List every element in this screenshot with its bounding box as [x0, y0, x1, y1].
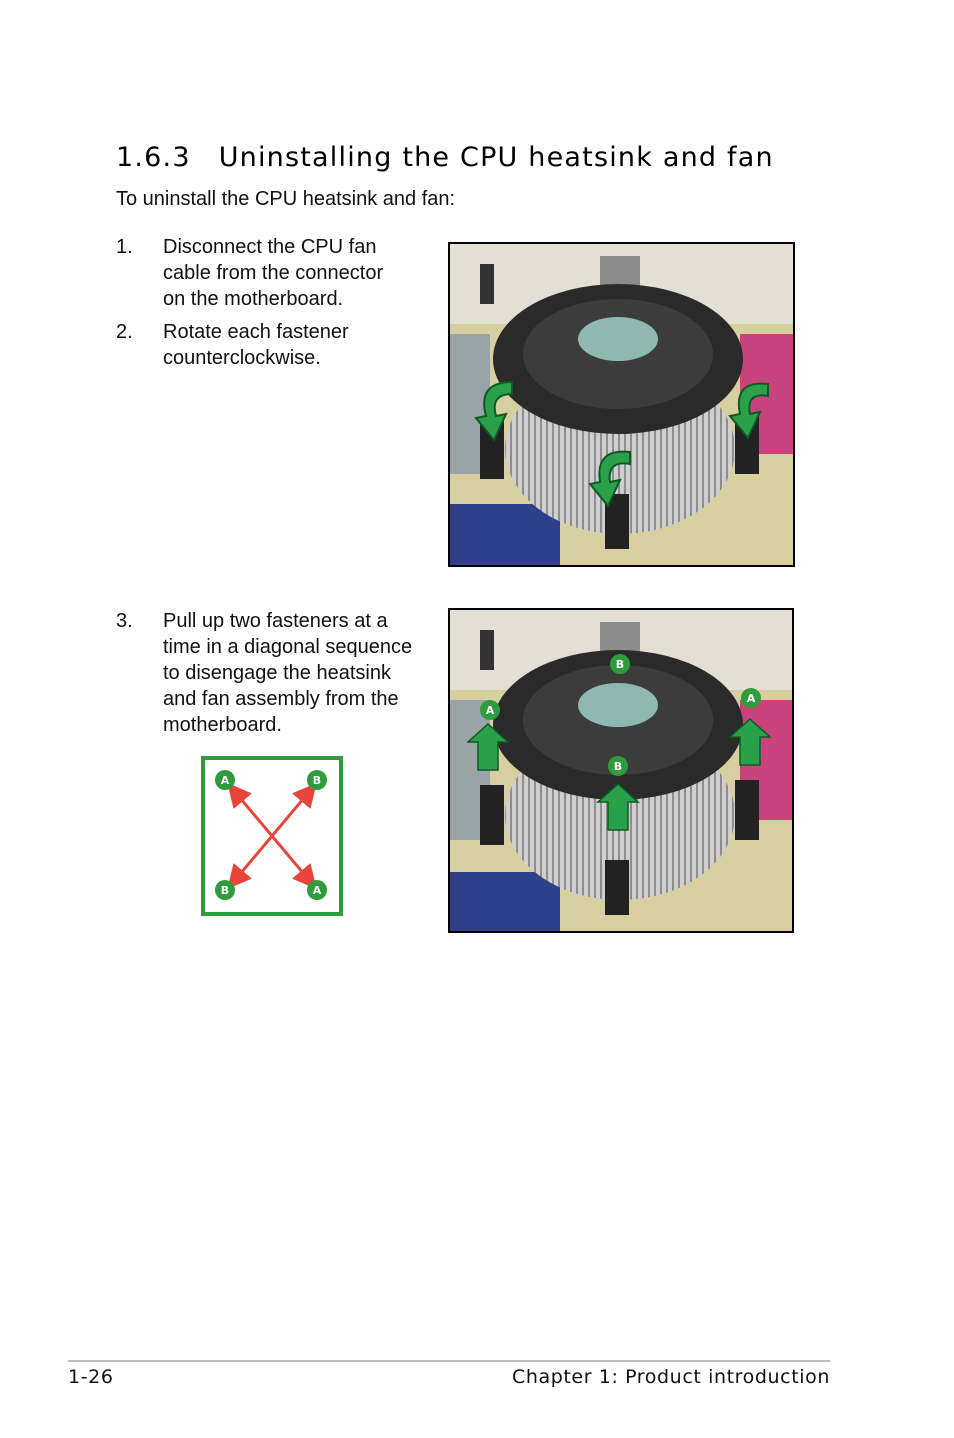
badge-bottom-right — [307, 880, 327, 900]
section-heading — [116, 142, 774, 173]
badge-b-top — [610, 654, 630, 674]
badge-label: A — [485, 704, 495, 717]
section-title: Uninstalling the CPU heatsink and fan — [218, 142, 774, 173]
badge-label: B — [220, 884, 230, 897]
heatsink-photo-rotate — [448, 242, 795, 567]
badge-top-right — [307, 770, 327, 790]
section-number: 1.6.3 — [116, 142, 191, 173]
badge-label: B — [312, 774, 322, 787]
badge-label: A — [220, 774, 230, 787]
step-3-line-3: to disengage the heatsink — [163, 662, 391, 684]
step-1-line-1: Disconnect the CPU fan — [163, 236, 377, 258]
heatsink-pull-illustration — [450, 610, 792, 931]
step-3-line-1: Pull up two fasteners at a — [163, 610, 388, 632]
chapter-title: Chapter 1: Product introduction — [511, 1366, 830, 1388]
step-3-line-2: time in a diagonal sequence — [163, 636, 413, 658]
step-3 — [116, 608, 436, 740]
step-1-line-3: on the motherboard. — [163, 288, 344, 310]
step-2-line-1: Rotate each fastener — [163, 321, 349, 343]
step-1-line-2: cable from the connector — [163, 262, 384, 284]
diagonal-sequence-diagram — [201, 756, 343, 916]
badge-bottom-left — [215, 880, 235, 900]
step-number: 2. — [116, 321, 133, 343]
badge-label: B — [615, 658, 625, 671]
badge-label: B — [613, 760, 623, 773]
step-2 — [116, 319, 436, 373]
badge-label: A — [746, 692, 756, 705]
heatsink-illustration — [450, 244, 793, 565]
step-3-line-4: and fan assembly from the — [163, 688, 399, 710]
badge-b-center — [608, 756, 628, 776]
intro-text: To uninstall the CPU heatsink and fan: — [116, 188, 456, 210]
badge-label: A — [312, 884, 322, 897]
footer-divider — [68, 1360, 830, 1362]
step-2-line-2: counterclockwise. — [163, 347, 321, 369]
badge-top-left — [215, 770, 235, 790]
heatsink-photo-pull — [448, 608, 794, 933]
badge-a-left — [480, 700, 500, 720]
step-1 — [116, 234, 436, 314]
badge-a-right — [741, 688, 761, 708]
step-number: 1. — [116, 236, 133, 258]
step-number: 3. — [116, 610, 133, 632]
diagonal-arrows — [205, 760, 339, 912]
step-3-line-5: motherboard. — [163, 714, 282, 736]
page-number: 1-26 — [68, 1366, 114, 1388]
